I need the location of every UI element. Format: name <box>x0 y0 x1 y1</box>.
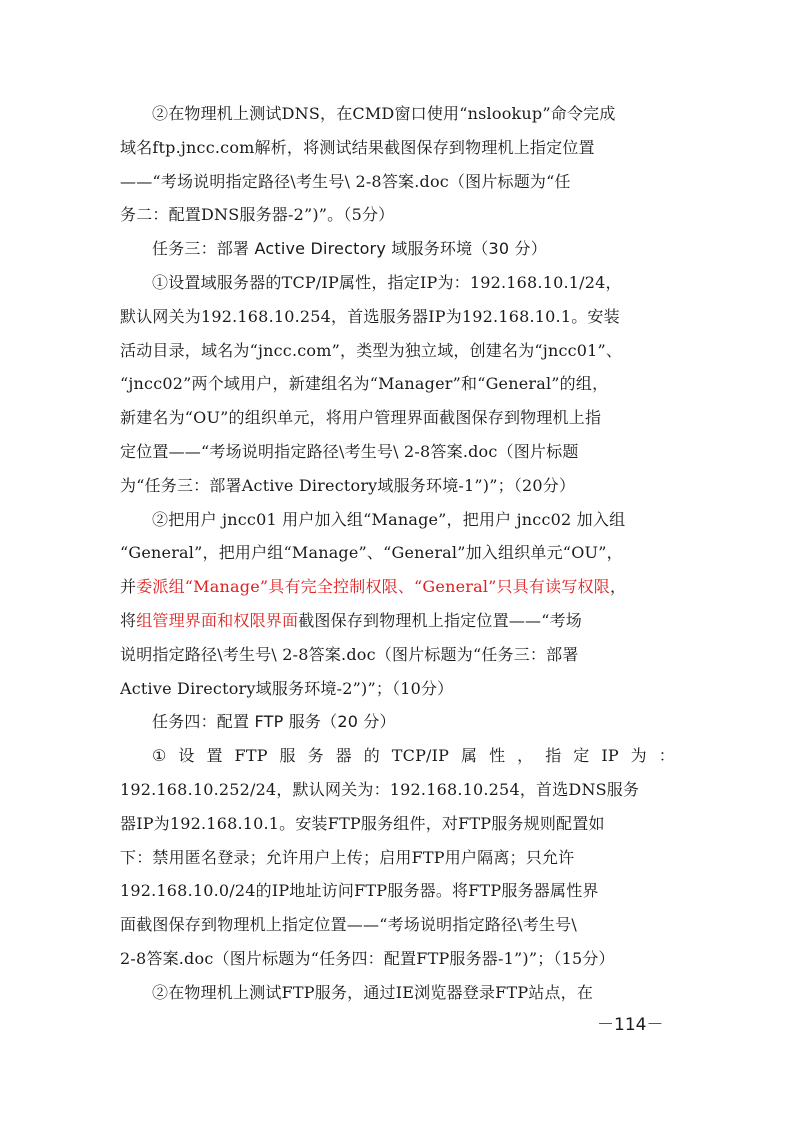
word: ， <box>517 746 534 766</box>
line-text: ， <box>609 577 627 597</box>
paragraph-line: ②把用户 jncc01 用户加入组“Manage”，把用户 jncc02 加入组 <box>152 509 626 529</box>
paragraph-line: 192.168.10.0/24的IP地址访问FTP服务器。将FTP服务器属性界 <box>120 881 599 901</box>
paragraph-line: 务二：配置DNS服务器-2”)”。（5分） <box>120 205 395 225</box>
section-heading-task-4: 任务四：配置 FTP 服务（20 分） <box>152 712 396 732</box>
paragraph-line: ——“考场说明指定路径\考生号\ 2-8答案.doc（图片标题为“任 <box>120 171 571 191</box>
word: 的 <box>363 746 380 766</box>
paragraph-line: “jncc02”两个域用户，新建组名为“Manager”和“General”的组， <box>120 374 609 394</box>
paragraph-line: 域名ftp.jncc.com解析，将测试结果截图保存到物理机上指定位置 <box>120 137 595 157</box>
paragraph-line: 新建名为“OU”的组织单元，将用户管理界面截图保存到物理机上指 <box>120 408 602 428</box>
paragraph-line: 定位置——“考场说明指定路径\考生号\ 2-8答案.doc（图片标题 <box>120 441 579 461</box>
line-text: 并 <box>120 577 137 597</box>
paragraph-line: 活动目录，域名为“jncc.com”，类型为独立域，创建名为“jncc01”、 <box>120 340 623 360</box>
line-text: 将 <box>120 610 137 630</box>
paragraph-line-justified <box>120 739 675 773</box>
word: 务 <box>307 746 324 766</box>
paragraph-line: 192.168.10.252/24，默认网关为：192.168.10.254，首选DNS服务 <box>120 779 640 799</box>
paragraph-line: 说明指定路径\考生号\ 2-8答案.doc（图片标题为“任务三：部署 <box>120 644 579 664</box>
word: 属 <box>461 746 478 766</box>
document-body <box>120 97 675 1010</box>
line-text: 截图保存到物理机上指定位置——“考场 <box>298 610 582 630</box>
paragraph-line: 2-8答案.doc（图片标题为“任务四：配置FTP服务器-1”)”；（15分） <box>120 948 615 968</box>
highlighted-text: 委派组“Manage”具有完全控制权限、“General”只具有读写权限 <box>136 577 610 597</box>
paragraph-line: 默认网关为192.168.10.254，首选服务器IP为192.168.10.1。安装 <box>120 306 620 326</box>
paragraph-line: ②在物理机上测试DNS，在CMD窗口使用“nslookup”命令完成 <box>152 104 616 123</box>
paragraph-line: “General”，把用户组“Manage”、“General”加入组织单元“OU”， <box>120 543 623 563</box>
paragraph-line: Active Directory域服务环境-2”)”；（10分） <box>120 678 454 698</box>
word: 置 <box>206 746 223 766</box>
highlighted-text: 组管理界面和权限界面 <box>136 610 299 630</box>
word: ： <box>658 746 675 766</box>
paragraph-line-highlighted <box>120 604 675 638</box>
paragraph-line: ②在物理机上测试FTP服务，通过IE浏览器登录FTP站点，在 <box>152 982 594 1002</box>
section-heading-task-3: 任务三：部署 Active Directory 域服务环境（30 分） <box>152 239 547 259</box>
word: 性 <box>489 746 506 766</box>
word: 指 <box>545 746 562 766</box>
word: 器 <box>335 746 352 766</box>
word: FTP <box>234 746 268 766</box>
word: TCP/IP <box>391 746 450 766</box>
word: ① <box>152 746 167 766</box>
paragraph-line: 为“任务三：部署Active Directory域服务环境-1”)”；（20分） <box>120 475 576 495</box>
word: 设 <box>178 746 195 766</box>
page-number: －114－ <box>597 1015 664 1035</box>
word: 服 <box>279 746 296 766</box>
paragraph-line: 下：禁用匿名登录；允许用户上传；启用FTP用户隔离；只允许 <box>120 847 575 867</box>
paragraph-line: ①设置域服务器的TCP/IP属性，指定IP为：192.168.10.1/24， <box>152 272 622 292</box>
word: IP <box>601 746 619 766</box>
paragraph-line: 面截图保存到物理机上指定位置——“考场说明指定路径\考生号\ <box>120 915 577 935</box>
word: 定 <box>573 746 590 766</box>
paragraph-line-highlighted <box>120 570 675 604</box>
word: 为 <box>630 746 647 766</box>
paragraph-line: 器IP为192.168.10.1。安装FTP服务组件，对FTP服务规则配置如 <box>120 813 605 833</box>
